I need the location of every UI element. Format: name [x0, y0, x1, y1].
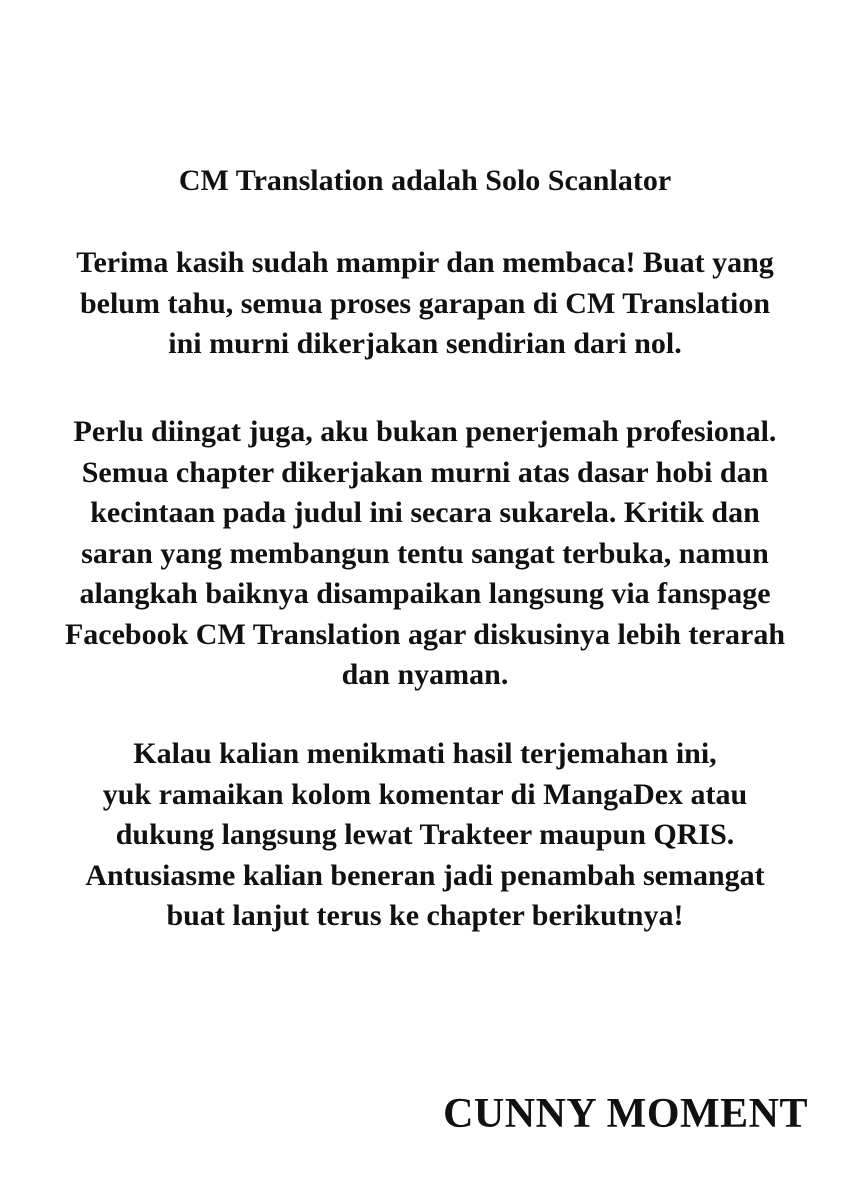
paragraph-line: alangkah baiknya disampaikan langsung via fanspage — [79, 577, 771, 610]
paragraph-disclaimer — [20, 412, 830, 696]
paragraph-support — [20, 734, 830, 937]
paragraph-line: Antusiasme kalian beneran jadi penambah semangat — [85, 858, 765, 892]
paragraph-line: dukung langsung lewat Trakteer maupun QRIS. — [115, 818, 735, 851]
paragraph-line: saran yang membangun tentu sangat terbuka, namun — [81, 536, 769, 570]
paragraph-line: Kalau kalian menikmati hasil terjemahan ini, — [133, 737, 717, 770]
page-heading: CM Translation adalah Solo Scanlator — [178, 164, 672, 197]
paragraph-line: buat lanjut terus ke chapter berikutnya! — [166, 899, 684, 932]
paragraph-line: yuk ramaikan kolom komentar di MangaDex atau — [102, 777, 748, 811]
paragraph-line: belum tahu, semua proses garapan di CM Translation — [79, 286, 771, 320]
paragraph-line: dan nyaman. — [341, 658, 509, 691]
paragraph-line: Perlu diingat juga, aku bukan penerjemah profesional. — [73, 415, 777, 448]
signature: CUNNY MOMENT — [443, 1091, 808, 1137]
paragraph-intro — [20, 243, 830, 365]
paragraph-line: Semua chapter dikerjakan murni atas dasar hobi dan — [81, 455, 769, 489]
paragraph-line: kecintaan pada judul ini secara sukarela. Kritik dan — [90, 496, 760, 529]
paragraph-line: Facebook CM Translation agar diskusinya lebih terarah — [64, 617, 786, 651]
paragraph-line: ini murni dikerjakan sendirian dari nol. — [168, 327, 682, 360]
paragraph-line: Terima kasih sudah mampir dan membaca! Buat yang — [76, 246, 774, 279]
